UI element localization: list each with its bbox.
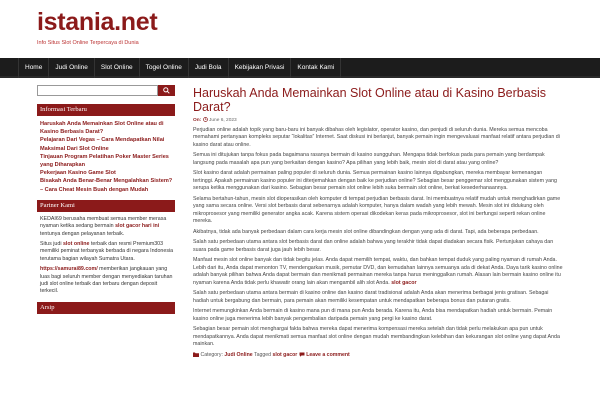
partner-paragraph bbox=[40, 266, 175, 296]
sidebar bbox=[37, 85, 175, 320]
post-meta-on: On bbox=[193, 117, 200, 123]
nav-item-kebijakan-privasi[interactable]: Kebijakan Privasi bbox=[229, 58, 292, 78]
recent-post-link[interactable]: Pekerjaan Kasino Game Slot bbox=[40, 170, 116, 177]
post-paragraph: Selama bertahun-tahun, mesin slot dioperasikan oleh komputer di tempat perjudian berbasis darat. Ini membuatnya relatif mudah untuk menghadirkan game yang sama secara online. Versi slot berbasis darat sebenarnya adalah komputer, hanya dalam wadah yang lebih mewah. Mesin slot ini didukung oleh mikroprosesor yang memiliki generator angka acak. Karena sistem operasi dikodekan keras pada mikroprosesor, slot ini berfungsi seperti rekan online mereka. bbox=[193, 195, 561, 225]
site-title[interactable]: istania.net bbox=[37, 8, 158, 36]
search-input[interactable] bbox=[37, 85, 158, 96]
category-link[interactable]: Judi Online bbox=[224, 351, 253, 358]
post-paragraph: Salah satu perbedaan utama antara slot berbasis darat dan online adalah bahwa yang terakhir tidak dapat diadakan secara fisik. Pertunjukan cahaya dan suara pada game berbasis darat juga jauh lebih besar. bbox=[193, 239, 554, 253]
comment-icon bbox=[299, 352, 305, 357]
recent-post-link[interactable]: Tinjauan Program Pelatihan Poker Master Series yang Diharapkan bbox=[40, 153, 169, 169]
category-label: Category: bbox=[200, 351, 223, 358]
nav-item-slot-online[interactable]: Slot Online bbox=[95, 58, 140, 78]
widget-title-archive: Arsip bbox=[37, 302, 175, 314]
post-footer-meta bbox=[193, 352, 563, 358]
post-paragraph: Sebagian besar pemain slot menghargai fakta bahwa mereka dapat menerima kompensasi mereka setelah dan tidak perlu melakukan apa pun untuk mendapatkannya. Anda dapat menikmati semua manfaat slot online dengan mudah membandingkan kelebihan dan kekurangan slot online yang dapat Anda mainkan. bbox=[193, 326, 560, 348]
search-form bbox=[37, 85, 175, 96]
main-navigation bbox=[0, 58, 600, 78]
post-paragraph: Internet memungkinkan Anda bermain di kasino mana pun di mana pun Anda berada. Karena itu, Anda bisa mendapatkan hadiah untuk bermain. Pemain kasino online juga menerima lebih banyak pengembalian daripada pemain yang pergi ke kasino darat. bbox=[193, 308, 553, 322]
recent-post-link[interactable]: Bisakah Anda Benar-Benar Mengalahkan Sistem? – Cara Cheat Mesin Buah dengan Mudah bbox=[40, 178, 173, 193]
archive-widget bbox=[37, 302, 175, 314]
main-content bbox=[193, 86, 563, 358]
post-paragraph-text: Manfaat mesin slot online banyak dan tidak begitu jelas. Anda dapat memilih tempat, waktu, dan bahkan tempat duduk yang paling nyaman di rumah Anda. Lebih dari itu, Anda dapat menonton TV, mendengarkan musik, pemutar DVD, dan kemudahan lainnya semuanya ada di dekat Anda. Daya tarik kasino online adalah banyak pilihan bahwa Anda dapat bermain dan menikmati permainan mereka tanpa harus meninggalkan rumah. Alasan lain bermain kasino online itu nyaman karena Anda tidak perlu khawatir orang lain akan mengambil alih slot Anda. bbox=[193, 257, 563, 286]
post-paragraph bbox=[193, 257, 563, 287]
folder-icon bbox=[193, 352, 199, 357]
partner-text: KEDAI69 berusaha membuat semua member merasa nyaman ketika sedang bermain bbox=[40, 215, 167, 230]
widget-title-recent: Informasi Terbaru bbox=[37, 104, 175, 116]
post-paragraph: Perjudian online adalah topik yang baru-baru ini banyak dibahas oleh legislator, operator kasino, dan penjudi di seluruh dunia. Mereka semua mencoba memahami pertanyaan kompleks seputar “lokalitas” Internet. Saat diskusi ini berlanjut, banyak pemain ingin mengevaluasi manfaat relatif antara perjudian di kasino darat atau online. bbox=[193, 126, 560, 148]
post-paragraph: Semua ini ditujukan tanpa fokus pada bagaimana rasanya bermain di kasino sungguhan. Mengapa tidak berfokus pada para pemain yang berdampak langsung pada masalah apa pun yang berkaitan dengan kasino? Apa pilihan yang lebih baik, mesin slot di darat atau yang online? bbox=[193, 152, 545, 166]
nav-item-judi-online[interactable]: Judi Online bbox=[49, 58, 95, 78]
post-paragraph: Salah satu perbedaan utama antara bermain di kasino online dan kasino darat tradisional adalah Anda akan menerima berbagai jenis gratisan. Sebagai hadiah untuk bergabung dan bermain, para pemain akan memiliki kesempatan untuk mendapatkan beberapa bonus dan putaran gratis. bbox=[193, 290, 549, 304]
post-date: June 6, 2023 bbox=[208, 117, 237, 123]
tag-link[interactable]: slot gacor bbox=[272, 351, 298, 358]
clock-icon bbox=[203, 117, 208, 122]
nav-item-togel-online[interactable]: Togel Online bbox=[140, 58, 189, 78]
widget-title-partner: Partner Kami bbox=[37, 200, 175, 212]
partner-link-samurai89[interactable]: https://samurai89.com/ bbox=[40, 266, 98, 273]
partner-widget bbox=[37, 200, 175, 296]
search-button[interactable] bbox=[158, 85, 175, 96]
post-content bbox=[193, 127, 563, 349]
site-description: Info Situs Slot Online Terpercaya di Dunia bbox=[37, 40, 139, 46]
post-meta bbox=[193, 117, 563, 123]
recent-post-link[interactable]: Pelajaran Dari Vegas – Cara Mendapatkan Nilai Maksimal Dari Slot Online bbox=[40, 137, 165, 152]
partner-link-slot-online[interactable]: slot online bbox=[62, 241, 90, 248]
post-title[interactable]: Haruskah Anda Memainkan Slot Online atau di Kasino Berbasis Darat? bbox=[193, 86, 546, 114]
nav-item-kontak-kami[interactable]: Kontak Kami bbox=[291, 58, 341, 78]
post-paragraph: Slot kasino darat adalah permainan paling populer di seluruh dunia. Semua permainan kasino lainnya digabungkan, mereka membayar kemenangan tertinggi. Apakah permainan kasino populer ini diterjemahkan dengan baik ke perjudian online? Sebagian besar penggemar slot menggunakan sistem yang serupa ketika menggunakan dari kasino. Sebagian besar pemain slot online lebih suka bermain slot online, berkat kesederhanaannya. bbox=[193, 170, 557, 192]
search-icon bbox=[163, 87, 170, 94]
nav-item-home[interactable]: Home bbox=[18, 58, 49, 78]
post-meta-colon: : bbox=[199, 117, 202, 123]
keyword-link-slot-gacor[interactable]: slot gacor bbox=[391, 279, 417, 286]
leave-comment-link[interactable]: Leave a comment bbox=[306, 351, 350, 358]
partner-text: tentunya dengan pelayanan terbaik. bbox=[40, 230, 125, 237]
recent-posts-widget bbox=[37, 104, 175, 194]
partner-paragraph bbox=[40, 241, 175, 263]
partner-link-slot-gacor[interactable]: slot gacor hari ini bbox=[115, 223, 160, 230]
partner-paragraph bbox=[40, 216, 175, 238]
nav-item-judi-bola[interactable]: Judi Bola bbox=[189, 58, 229, 78]
post-paragraph: Akibatnya, tidak ada banyak perbedaan dalam cara kerja mesin slot online dibandingkan dengan yang ada di darat. Tapi, ada beberapa perbedaan. bbox=[193, 228, 539, 235]
partner-text: Situs judi bbox=[40, 241, 63, 248]
partner-text: terbaik dan resmi Premium303 memiliki peminat terbanyak berbada di negara Indonesia terutama bagian wilayah Sumatra Utara. bbox=[40, 241, 174, 262]
tagged-label: Tagged bbox=[254, 351, 272, 358]
site-header bbox=[0, 0, 600, 58]
partner-text: memberikan jangkauan yang luas bagi seluruh member dengan menyediakan taruhan judi slot online terbaik dan terbaru dengan deposit terkecil. bbox=[40, 266, 173, 295]
recent-post-link[interactable]: Haruskah Anda Memainkan Slot Online atau di Kasino Berbasis Darat? bbox=[40, 121, 164, 136]
